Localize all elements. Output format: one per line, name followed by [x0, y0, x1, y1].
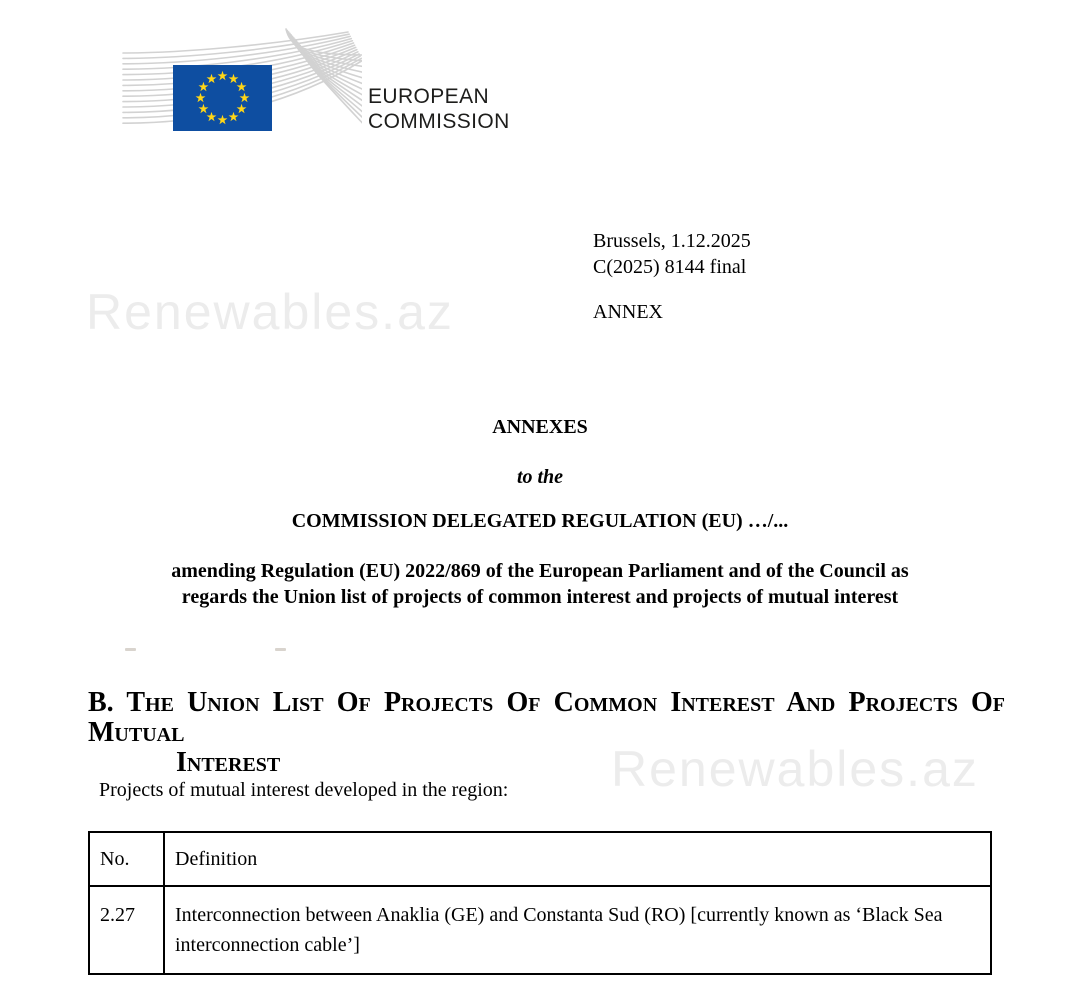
regulation-subtitle-line1: amending Regulation (EU) 2022/869 of the European Parliament and of the Council as [171, 560, 909, 582]
eu-flag [173, 65, 272, 131]
reference-number: C(2025) 8144 final [593, 256, 747, 278]
cell-project-definition: Interconnection between Anaklia (GE) and Constanta Sud (RO) [currently known as ‘Black Sea interconnection cable’] [164, 886, 991, 974]
projects-table [88, 831, 992, 975]
regulation-subtitle-line2: regards the Union list of projects of common interest and projects of mutual interest [181, 586, 899, 608]
document-meta [593, 228, 751, 280]
redaction-mark-right [275, 648, 286, 651]
section-b-heading [88, 688, 1005, 778]
european-commission-logo [122, 28, 362, 138]
watermark-top: Renewables.az [86, 284, 454, 340]
section-b-heading-line1: B. The Union List Of Projects Of Common Interest And Projects Of Mutual [88, 687, 1005, 748]
redaction-mark-left [125, 648, 136, 651]
annexes-heading: ANNEXES [492, 416, 588, 438]
table-row [89, 886, 991, 974]
cell-project-no: 2.27 [89, 886, 164, 974]
column-header-definition: Definition [164, 832, 991, 886]
annex-label: ANNEX [593, 301, 663, 323]
place-date: Brussels, 1.12.2025 [593, 230, 751, 252]
regulation-title: COMMISSION DELEGATED REGULATION (EU) …/... [291, 510, 789, 532]
ec-logo-graphic [122, 28, 362, 138]
to-the-line: to the [516, 466, 564, 488]
table-header-row [89, 832, 991, 886]
org-name [368, 84, 510, 134]
column-header-no: No. [89, 832, 164, 886]
org-name-line2: COMMISSION [368, 110, 510, 133]
section-b-heading-line2: Interest [176, 747, 281, 778]
org-name-line1: EUROPEAN [368, 85, 490, 108]
intro-text: Projects of mutual interest developed in the region: [99, 779, 509, 801]
watermark-bottom: Renewables.az [611, 741, 979, 797]
